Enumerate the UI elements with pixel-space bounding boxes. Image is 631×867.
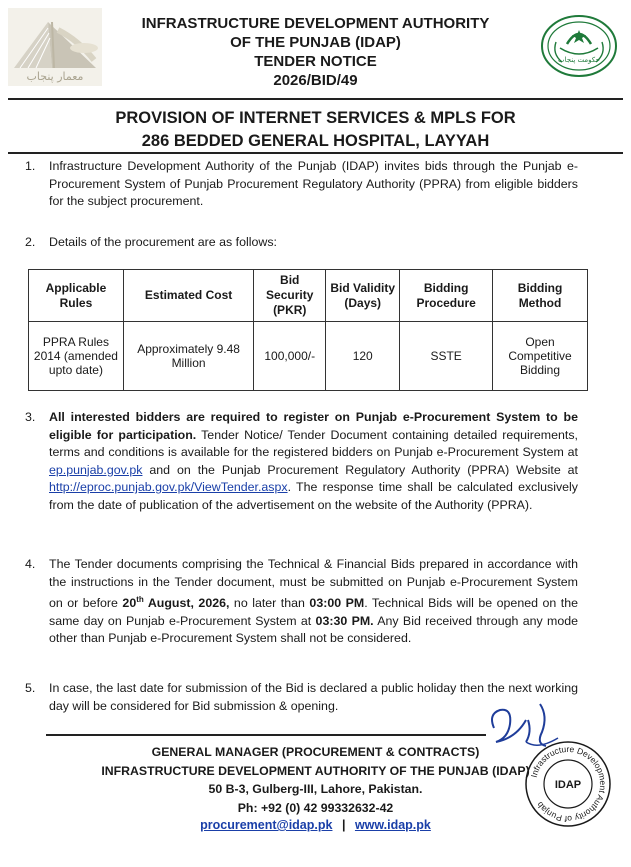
text-run: The Tender documents comprising the Technical & Financial Bids prepared in accordance with the instructions in the Tender document, must be submitted on Punjab e-Procurement System on or before: [49, 557, 578, 611]
paragraph-number: 4.: [25, 557, 36, 571]
table-header-cell: Applicable Rules: [29, 270, 124, 322]
table-header-cell: Estimated Cost: [123, 270, 253, 322]
table-cell: SSTE: [400, 322, 493, 391]
paragraph-1: [25, 158, 578, 211]
paragraph-4: [25, 556, 578, 648]
table-cell: PPRA Rules 2014 (amended upto date): [29, 322, 124, 391]
header-notice-type: TENDER NOTICE: [254, 53, 377, 70]
footer-divider: [46, 734, 486, 736]
table-header-cell: Bidding Procedure: [400, 270, 493, 322]
website-link[interactable]: www.idap.pk: [354, 818, 431, 832]
date-ordinal: th: [136, 595, 144, 604]
header-authority: INFRASTRUCTURE DEVELOPMENT AUTHORITY: [141, 15, 490, 32]
paragraph-2: [25, 234, 578, 252]
footer-links: [0, 818, 631, 832]
link-separator: |: [341, 818, 346, 832]
table-header-cell: Bid Security (PKR): [254, 270, 326, 322]
date-day: 20: [122, 596, 137, 611]
paragraph-number: 3.: [25, 410, 36, 424]
table-header-row: [29, 270, 588, 322]
subject-divider: [8, 152, 623, 154]
registration-requirement: All interested bidders are required to register on Punjab e-Procurement System to be eligible for participation.: [49, 410, 578, 442]
text-run: . Technical Bids will be opened on the same day on Punjab e-Procurement System at: [49, 596, 578, 628]
emblem-caption: حکومت پنجاب: [558, 56, 600, 64]
notice-header: [0, 14, 631, 90]
contact-footer: [0, 743, 631, 817]
paragraph-number: 1.: [25, 159, 36, 173]
table-row: [29, 322, 588, 391]
paragraph-text: [49, 556, 578, 648]
table-header-cell: Bidding Method: [493, 270, 588, 322]
text-run: Any Bid received through any mode other than Punjab e-Procurement System shall not be considered.: [49, 613, 578, 646]
subject-title: [0, 107, 631, 153]
footer-phone: Ph: +92 (0) 42 99332632-42: [237, 800, 394, 815]
footer-designation: GENERAL MANAGER (PROCUREMENT & CONTRACTS): [151, 745, 480, 759]
table-cell: Open Competitive Bidding: [493, 322, 588, 391]
paragraph-number: 2.: [25, 235, 36, 249]
text-run: no later than: [229, 596, 310, 611]
paragraph-text: In case, the last date for submission of the Bid is declared a public holiday then the next working day will be considered for Bid submission & opening.: [49, 681, 578, 713]
header-divider: [8, 98, 623, 100]
ppra-tender-link[interactable]: http://eproc.punjab.gov.pk/ViewTender.aspx: [49, 480, 288, 494]
paragraph-text: [49, 409, 578, 514]
procurement-details-table: [28, 269, 588, 391]
submission-time: 03:00 PM: [309, 596, 365, 611]
submission-date: [122, 596, 229, 610]
date-rest: August, 2026,: [143, 596, 230, 611]
table-header-cell: Bid Validity (Days): [326, 270, 400, 322]
header-notice-number: 2026/BID/49: [273, 72, 358, 89]
opening-time: 03:30 PM.: [315, 613, 374, 628]
table-cell: 120: [326, 322, 400, 391]
logo-caption: معمار پنجاب: [26, 70, 84, 83]
paragraph-number: 5.: [25, 681, 36, 695]
paragraph-3: [25, 409, 578, 514]
table-cell: 100,000/-: [254, 322, 326, 391]
footer-address: 50 B-3, Gulberg-III, Lahore, Pakistan.: [208, 782, 423, 796]
email-link[interactable]: procurement@idap.pk: [200, 818, 333, 832]
table-cell: Approximately 9.48 Million: [123, 322, 253, 391]
stamp-center-text: IDAP: [554, 779, 582, 791]
subject-line-1: PROVISION OF INTERNET SERVICES & MPLS FOR: [115, 109, 516, 127]
text-run: Tender Notice/ Tender Document containing detailed requirements, terms and conditions is available for the registered bidders on Punjab e-Procurement System at: [49, 427, 578, 459]
footer-organization: INFRASTRUCTURE DEVELOPMENT AUTHORITY OF THE PUNJAB (IDAP): [101, 763, 530, 778]
header-authority-abbrev: OF THE PUNJAB (IDAP): [230, 34, 401, 51]
paragraph-text: Details of the procurement are as follows:: [49, 235, 277, 249]
stamp-ring-text: Infrastructure Development Authority of Punjab: [528, 743, 609, 825]
subject-line-2: 286 BEDDED GENERAL HOSPITAL, LAYYAH: [141, 132, 490, 150]
eprocurement-link[interactable]: ep.punjab.gov.pk: [49, 462, 143, 477]
paragraph-text: Infrastructure Development Authority of the Punjab (IDAP) invites bids through the Punjab e-Procurement System of Punjab Procurement Regulatory Authority (PPRA) from eligible bidders for the subject procurement.: [49, 159, 578, 208]
text-run: and on the Punjab Procurement Regulatory Authority (PPRA) Website at: [142, 462, 578, 477]
text-run: . The response time shall be calculated exclusively from the date of publication of the advertisement on the website of the Authority (PPRA).: [49, 480, 578, 512]
